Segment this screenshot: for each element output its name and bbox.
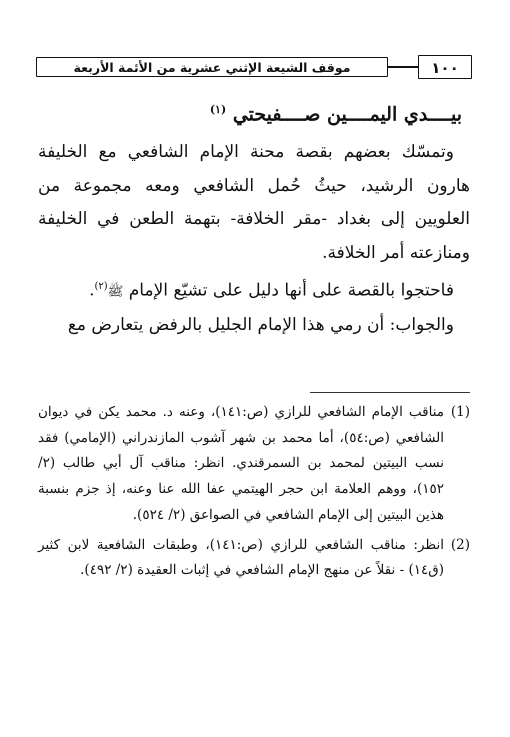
footnotes [38, 400, 470, 588]
footnote-2 [38, 533, 470, 584]
paragraph-1: وتمسّك بعضهم بقصة محنة الإمام الشافعي مع الخليفة هارون الرشيد، حيثُ حُمل الشافعي ومعه مجموعة من العلويين إلى بغداد -مقر الخلافة- بتهمة الطعن في الخليفة ومنازعته أمر الخلافة. [38, 142, 470, 263]
paragraph-2 [38, 270, 470, 309]
footnote-2-text: انظر: مناقب الشافعي للرازي (ص:١٤١)، وطبقات الشافعية لابن كثير (ق١٤) - نقلاً عن منهج الإمام الشافعي في إثبات العقيدة (٢/ ٤٩٢). [38, 536, 444, 579]
header-connector-line [388, 66, 418, 68]
footnote-2-number: (2) [450, 536, 470, 553]
honorific-symbol: ﷺ [107, 284, 124, 300]
poem-verse [42, 95, 462, 129]
footnote-1-text: مناقب الإمام الشافعي للرازي (ص:١٤١)، وعنه د. محمد يكن في ديوان الشافعي (ص:٥٤)، أما محمد بن شهر آشوب المازندراني (الإمامي) فقد نسب البيتين لمحمد بن السمرقندي. انظر: مناقب آل أبي طالب (٢/ ١٥٢)، ووهم العلامة ابن حجر الهيتمي عفا الله عنا وعنه، إذ جزم بنسبة هذين البيتين إلى الإمام الشافعي في الصواعق (٢/ ٥٢٤). [38, 404, 444, 523]
verse-text: بيــــدي اليمــــين صــــفيحتي [232, 103, 462, 126]
paragraph-3: والجواب: أن رمي هذا الإمام الجليل بالرفض يتعارض مع [67, 315, 454, 336]
footnote-1 [38, 400, 470, 529]
page-number: ١٠٠ [418, 55, 472, 79]
verse-footnote-ref: (١) [209, 103, 227, 116]
footnote-separator [310, 392, 470, 393]
paragraph-2-footnote-ref: (٢) [94, 281, 108, 292]
footnote-1-number: (1) [450, 404, 470, 420]
running-title: موقف الشيعة الإثني عشرية من الأئمة الأربعة [36, 57, 388, 77]
paragraph-2-end: . [89, 280, 95, 301]
page-header [34, 55, 472, 81]
paragraph-2-text: فاحتجوا بالقصة على أنها دليل على تشيّع الإمام [128, 280, 454, 301]
main-text [38, 136, 470, 343]
